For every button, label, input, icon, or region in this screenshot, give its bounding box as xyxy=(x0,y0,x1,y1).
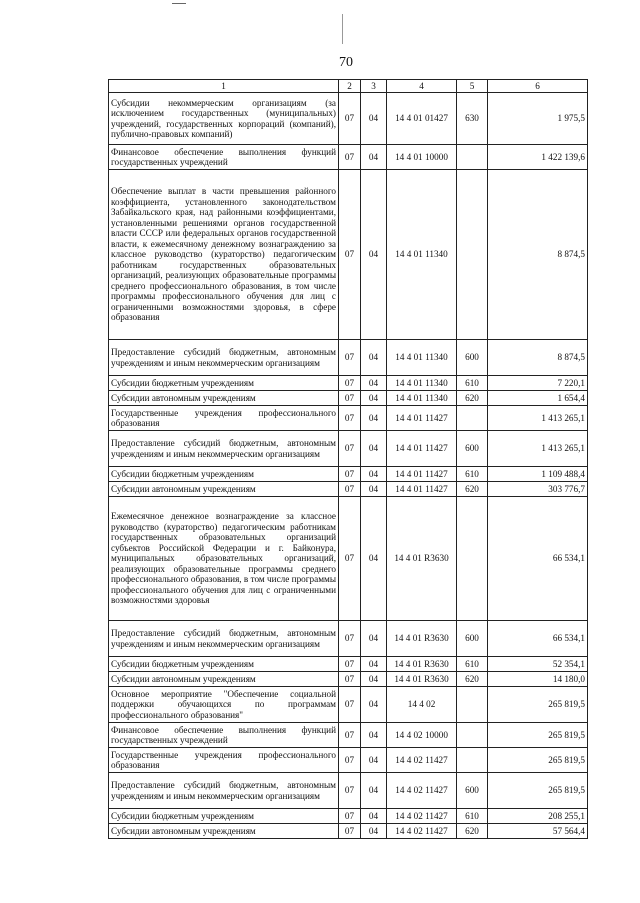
expense-type-cell xyxy=(457,497,488,621)
amount-cell: 208 255,1 xyxy=(488,809,588,824)
table-row xyxy=(109,824,588,839)
target-article-cell: 14 4 02 11427 xyxy=(387,824,457,839)
description-cell: Предоставление субсидий бюджетным, автономным учреждениям и иным некоммерческим организациям xyxy=(109,431,339,467)
description-cell: Субсидии автономным учреждениям xyxy=(109,824,339,839)
section-code-cell: 07 xyxy=(339,621,361,657)
target-article-cell: 14 4 02 11427 xyxy=(387,748,457,773)
table-row xyxy=(109,431,588,467)
amount-cell: 1 654,4 xyxy=(488,391,588,406)
expense-type-cell: 600 xyxy=(457,773,488,809)
section-code-cell: 07 xyxy=(339,824,361,839)
subsection-code-cell: 04 xyxy=(361,723,387,748)
amount-cell: 265 819,5 xyxy=(488,687,588,723)
section-code-cell: 07 xyxy=(339,406,361,431)
table-row xyxy=(109,376,588,391)
description-cell: Предоставление субсидий бюджетным, автономным учреждениям и иным некоммерческим организациям xyxy=(109,340,339,376)
section-code-cell: 07 xyxy=(339,773,361,809)
section-code-cell: 07 xyxy=(339,672,361,687)
target-article-cell: 14 4 01 R3630 xyxy=(387,672,457,687)
amount-cell: 57 564,4 xyxy=(488,824,588,839)
expense-type-cell: 600 xyxy=(457,621,488,657)
subsection-code-cell: 04 xyxy=(361,170,387,340)
subsection-code-cell: 04 xyxy=(361,824,387,839)
section-code-cell: 07 xyxy=(339,723,361,748)
subsection-code-cell: 04 xyxy=(361,406,387,431)
description-cell: Субсидии автономным учреждениям xyxy=(109,672,339,687)
amount-cell: 52 354,1 xyxy=(488,657,588,672)
amount-cell: 1 109 488,4 xyxy=(488,467,588,482)
expense-type-cell: 620 xyxy=(457,391,488,406)
amount-cell: 265 819,5 xyxy=(488,773,588,809)
amount-cell: 66 534,1 xyxy=(488,621,588,657)
amount-cell: 265 819,5 xyxy=(488,723,588,748)
table-row xyxy=(109,809,588,824)
table-row xyxy=(109,406,588,431)
expense-type-cell xyxy=(457,723,488,748)
table-row xyxy=(109,482,588,497)
amount-cell: 14 180,0 xyxy=(488,672,588,687)
expense-type-cell: 600 xyxy=(457,431,488,467)
table-row xyxy=(109,621,588,657)
table-row xyxy=(109,467,588,482)
expense-type-cell: 620 xyxy=(457,824,488,839)
subsection-code-cell: 04 xyxy=(361,497,387,621)
target-article-cell: 14 4 01 11427 xyxy=(387,406,457,431)
table-row xyxy=(109,145,588,170)
table-row xyxy=(109,773,588,809)
table-row xyxy=(109,340,588,376)
expense-type-cell: 610 xyxy=(457,467,488,482)
section-code-cell: 07 xyxy=(339,170,361,340)
section-code-cell: 07 xyxy=(339,376,361,391)
table-row xyxy=(109,672,588,687)
target-article-cell: 14 4 01 11340 xyxy=(387,340,457,376)
target-article-cell: 14 4 01 11427 xyxy=(387,482,457,497)
column-header: 4 xyxy=(387,80,457,93)
expense-type-cell xyxy=(457,170,488,340)
table-row xyxy=(109,723,588,748)
expense-type-cell xyxy=(457,145,488,170)
subsection-code-cell: 04 xyxy=(361,657,387,672)
target-article-cell: 14 4 01 11340 xyxy=(387,376,457,391)
amount-cell: 8 874,5 xyxy=(488,340,588,376)
subsection-code-cell: 04 xyxy=(361,391,387,406)
description-cell: Предоставление субсидий бюджетным, автономным учреждениям и иным некоммерческим организациям xyxy=(109,773,339,809)
expense-type-cell: 620 xyxy=(457,672,488,687)
section-code-cell: 07 xyxy=(339,467,361,482)
subsection-code-cell: 04 xyxy=(361,467,387,482)
section-code-cell: 07 xyxy=(339,93,361,145)
subsection-code-cell: 04 xyxy=(361,145,387,170)
description-cell: Субсидии некоммерческим организациям (за исключением государственных (муниципальных) учреждений, государственных корпораций (компаний), публично-правовых компаний) xyxy=(109,93,339,145)
section-code-cell: 07 xyxy=(339,497,361,621)
subsection-code-cell: 04 xyxy=(361,93,387,145)
amount-cell: 1 413 265,1 xyxy=(488,431,588,467)
section-code-cell: 07 xyxy=(339,687,361,723)
subsection-code-cell: 04 xyxy=(361,431,387,467)
page-number: 70 xyxy=(339,55,353,70)
description-cell: Финансовое обеспечение выполнения функций государственных учреждений xyxy=(109,145,339,170)
expense-type-cell: 620 xyxy=(457,482,488,497)
description-cell: Ежемесячное денежное вознаграждение за классное руководство (кураторство) педагогическим работникам государственных образовательных организаций субъектов Российской Федерации и г. Байконура, муниципальных образовательных организаций, реализующих образовательные программы среднего профессионального образования, в том числе программы профессионального обучения для лиц с ограниченными возможностями здоровья xyxy=(109,497,339,621)
description-cell: Субсидии бюджетным учреждениям xyxy=(109,376,339,391)
target-article-cell: 14 4 01 11340 xyxy=(387,391,457,406)
scan-mark xyxy=(342,14,343,44)
description-cell: Государственные учреждения профессионального образования xyxy=(109,406,339,431)
description-cell: Субсидии автономным учреждениям xyxy=(109,391,339,406)
table-row xyxy=(109,748,588,773)
table-row xyxy=(109,391,588,406)
target-article-cell: 14 4 01 R3630 xyxy=(387,657,457,672)
section-code-cell: 07 xyxy=(339,391,361,406)
amount-cell: 1 413 265,1 xyxy=(488,406,588,431)
expense-type-cell xyxy=(457,748,488,773)
description-cell: Субсидии бюджетным учреждениям xyxy=(109,809,339,824)
expense-type-cell: 600 xyxy=(457,340,488,376)
column-header: 2 xyxy=(339,80,361,93)
subsection-code-cell: 04 xyxy=(361,773,387,809)
budget-table xyxy=(108,79,588,839)
target-article-cell: 14 4 01 R3630 xyxy=(387,621,457,657)
description-cell: Предоставление субсидий бюджетным, автономным учреждениям и иным некоммерческим организациям xyxy=(109,621,339,657)
target-article-cell: 14 4 01 11340 xyxy=(387,170,457,340)
expense-type-cell: 610 xyxy=(457,809,488,824)
section-code-cell: 07 xyxy=(339,431,361,467)
target-article-cell: 14 4 02 11427 xyxy=(387,809,457,824)
subsection-code-cell: 04 xyxy=(361,482,387,497)
target-article-cell: 14 4 01 01427 xyxy=(387,93,457,145)
description-cell: Субсидии бюджетным учреждениям xyxy=(109,657,339,672)
section-code-cell: 07 xyxy=(339,657,361,672)
table-row xyxy=(109,687,588,723)
description-cell: Финансовое обеспечение выполнения функций государственных учреждений xyxy=(109,723,339,748)
column-header: 3 xyxy=(361,80,387,93)
expense-type-cell xyxy=(457,406,488,431)
target-article-cell: 14 4 01 R3630 xyxy=(387,497,457,621)
subsection-code-cell: 04 xyxy=(361,376,387,391)
target-article-cell: 14 4 01 10000 xyxy=(387,145,457,170)
table-row xyxy=(109,497,588,621)
amount-cell: 7 220,1 xyxy=(488,376,588,391)
expense-type-cell xyxy=(457,687,488,723)
target-article-cell: 14 4 01 11427 xyxy=(387,431,457,467)
table-header xyxy=(109,80,588,93)
description-cell: Государственные учреждения профессионального образования xyxy=(109,748,339,773)
target-article-cell: 14 4 02 xyxy=(387,687,457,723)
description-cell: Субсидии автономным учреждениям xyxy=(109,482,339,497)
section-code-cell: 07 xyxy=(339,145,361,170)
amount-cell: 303 776,7 xyxy=(488,482,588,497)
amount-cell: 1 975,5 xyxy=(488,93,588,145)
description-cell: Обеспечение выплат в части превышения районного коэффициента, установленного законодательством Забайкальского края, над районными коэффициентами, установленными решениями органов государственной власти СССР или федеральных органов государственной власти, к ежемесячному денежному вознаграждению за классное руководство (кураторство) педагогическим работникам государственных образовательных организаций, реализующих образовательные программы среднего профессионального образования, в том числе программы профессионального обучения для лиц с ограниченными возможностями здоровья, в сфере образования xyxy=(109,170,339,340)
subsection-code-cell: 04 xyxy=(361,748,387,773)
target-article-cell: 14 4 02 10000 xyxy=(387,723,457,748)
table-row xyxy=(109,93,588,145)
column-header: 5 xyxy=(457,80,488,93)
subsection-code-cell: 04 xyxy=(361,809,387,824)
amount-cell: 66 534,1 xyxy=(488,497,588,621)
scan-mark xyxy=(172,3,186,4)
amount-cell: 265 819,5 xyxy=(488,748,588,773)
amount-cell: 8 874,5 xyxy=(488,170,588,340)
subsection-code-cell: 04 xyxy=(361,621,387,657)
section-code-cell: 07 xyxy=(339,340,361,376)
expense-type-cell: 630 xyxy=(457,93,488,145)
subsection-code-cell: 04 xyxy=(361,340,387,376)
target-article-cell: 14 4 02 11427 xyxy=(387,773,457,809)
amount-cell: 1 422 139,6 xyxy=(488,145,588,170)
description-cell: Основное мероприятие "Обеспечение социальной поддержки обучающихся по программам профессионального образования" xyxy=(109,687,339,723)
column-header: 6 xyxy=(488,80,588,93)
description-cell: Субсидии бюджетным учреждениям xyxy=(109,467,339,482)
table-row xyxy=(109,657,588,672)
target-article-cell: 14 4 01 11427 xyxy=(387,467,457,482)
section-code-cell: 07 xyxy=(339,809,361,824)
subsection-code-cell: 04 xyxy=(361,687,387,723)
subsection-code-cell: 04 xyxy=(361,672,387,687)
column-header: 1 xyxy=(109,80,339,93)
table-row xyxy=(109,170,588,340)
section-code-cell: 07 xyxy=(339,482,361,497)
section-code-cell: 07 xyxy=(339,748,361,773)
expense-type-cell: 610 xyxy=(457,376,488,391)
expense-type-cell: 610 xyxy=(457,657,488,672)
